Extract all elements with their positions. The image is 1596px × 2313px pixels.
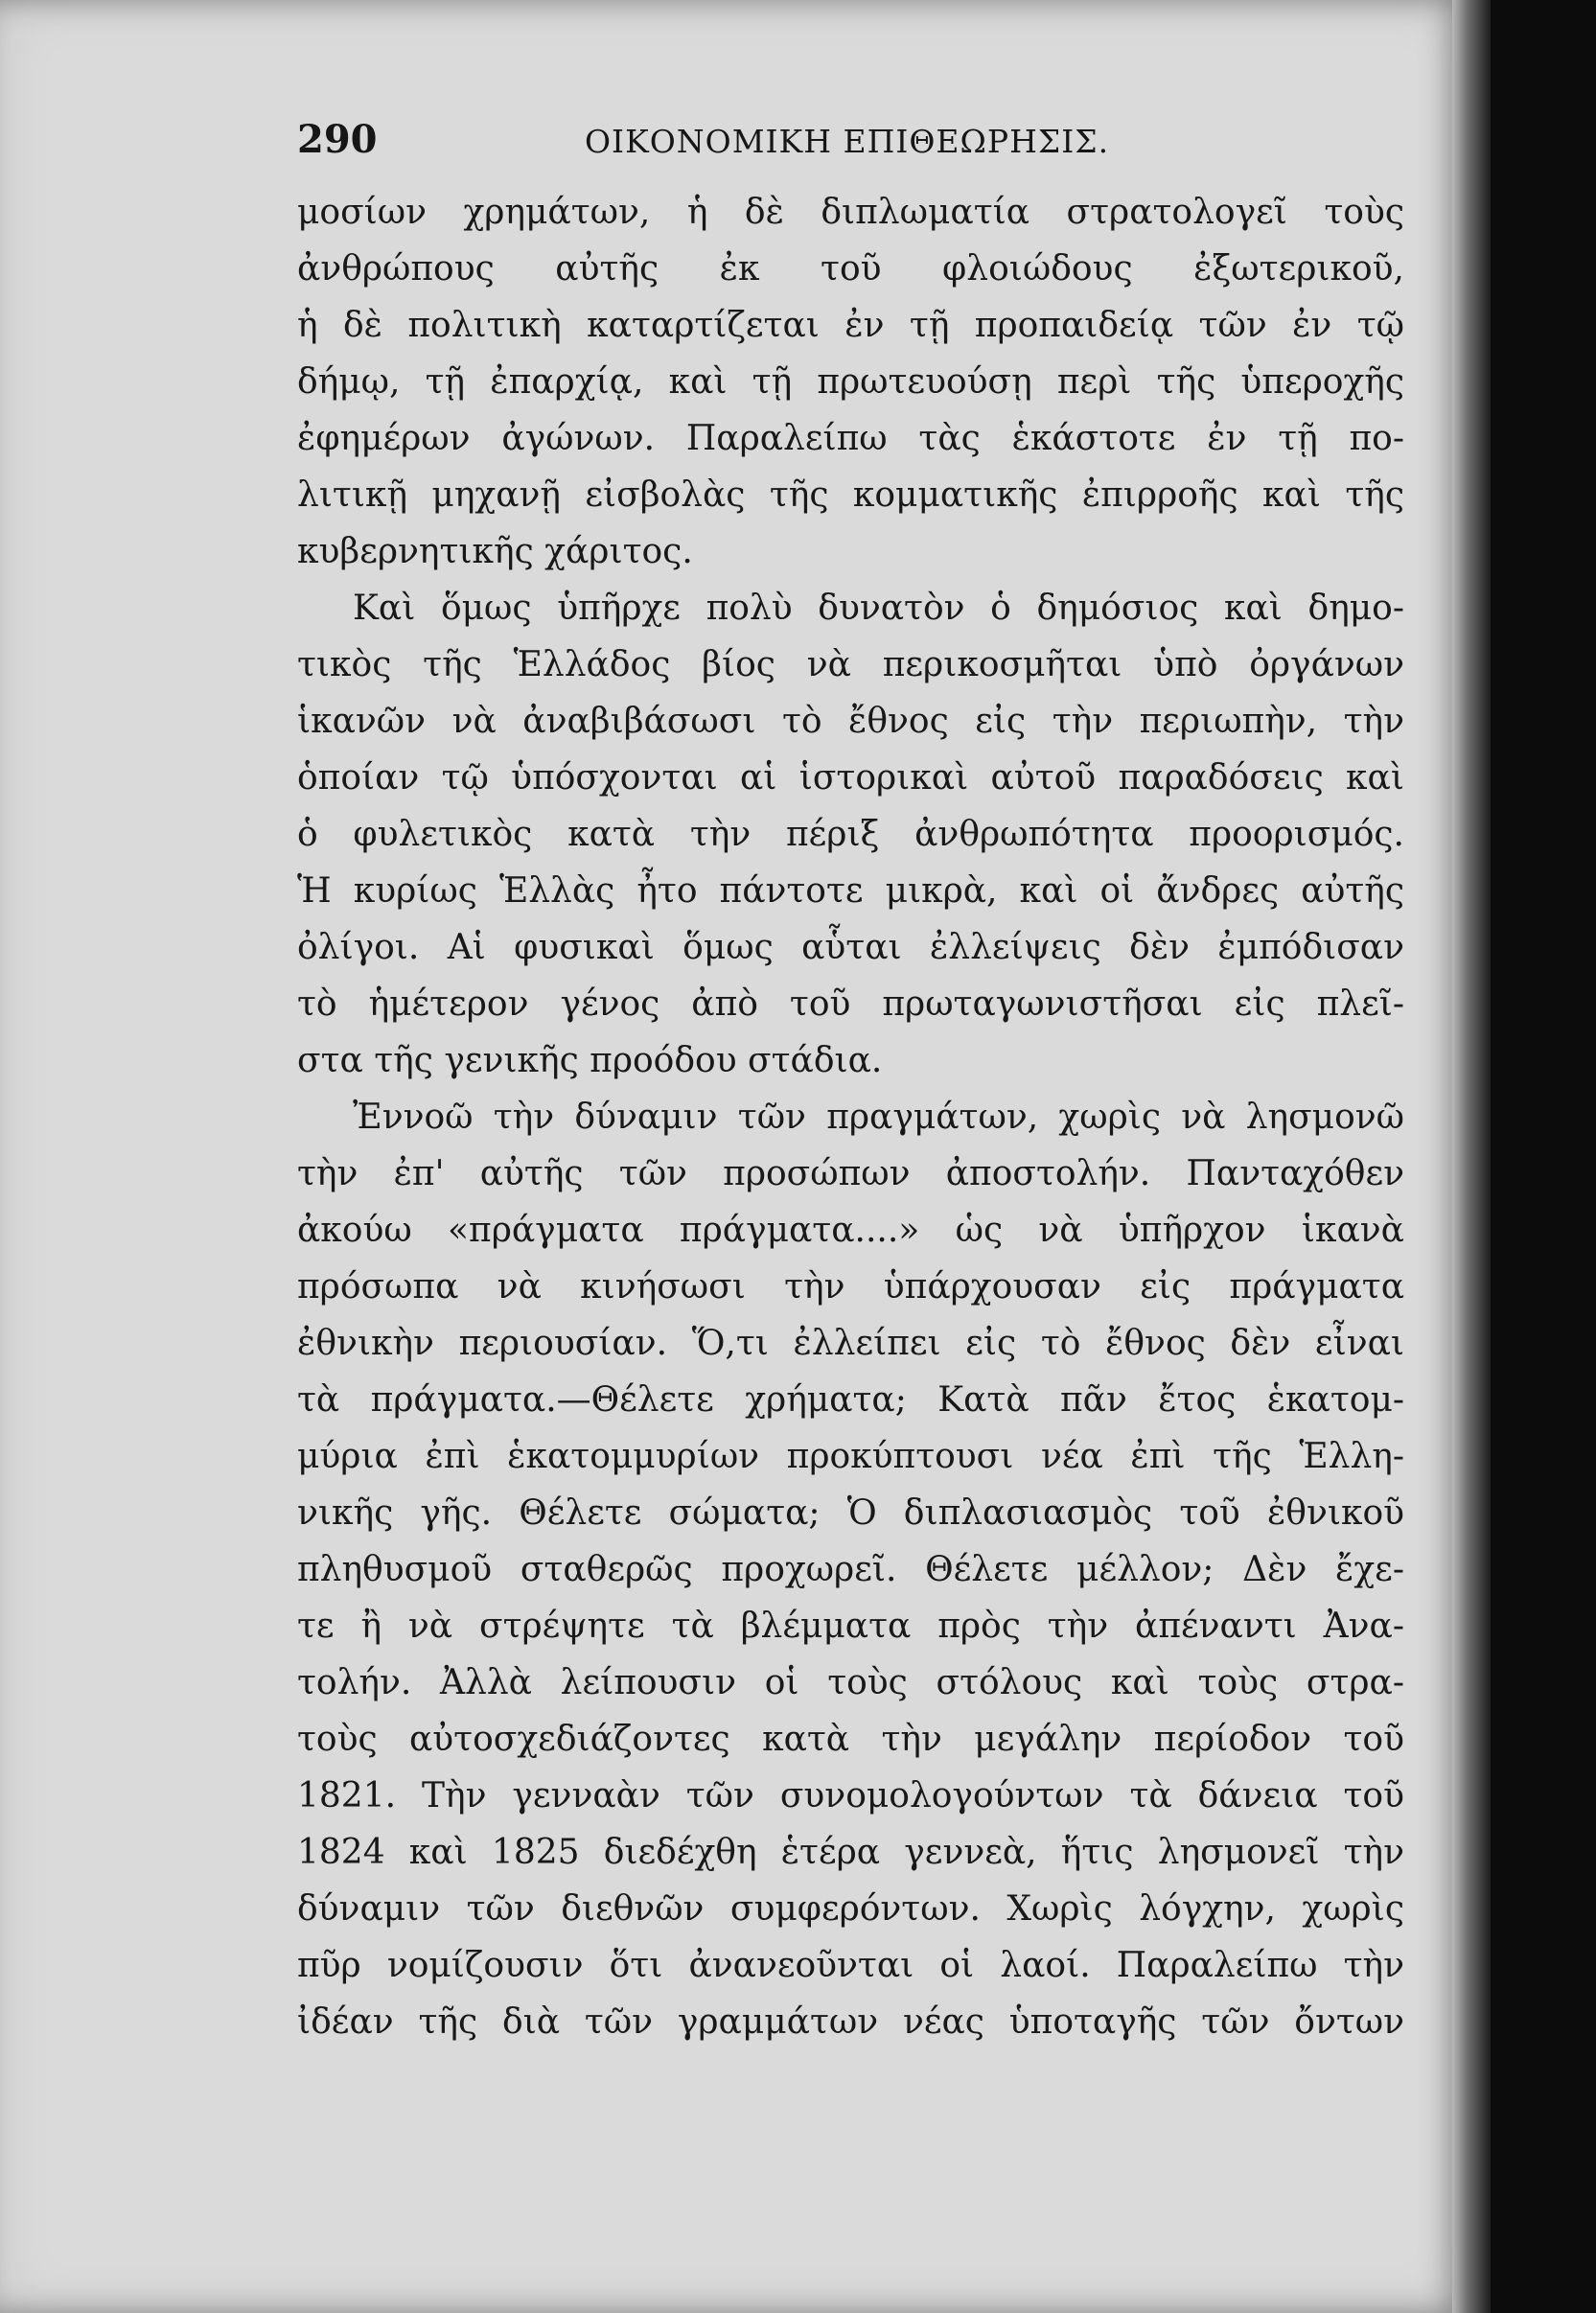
text-line: ἀκούω «πράγματα πράγματα....» ὡς νὰ ὑπῆρχον ἱκανὰ: [297, 1211, 1404, 1250]
text-line: ἱκανῶν νὰ ἀναβιβάσωσι τὸ ἔθνος εἰς τὴν περιωπὴν, τὴν: [297, 702, 1404, 741]
text-line: τὰ πράγματα.—Θέλετε χρήματα; Κατὰ πᾶν ἔτος ἑκατομ-: [297, 1380, 1404, 1420]
text-line: κυβερνητικῆς χάριτος.: [297, 532, 693, 571]
text-line: ὀλίγοι. Αἱ φυσικαὶ ὅμως αὗται ἐλλείψεις δὲν ἐμπόδισαν: [297, 928, 1404, 967]
text-line: ὁποίαν τῷ ὑπόσχονται αἱ ἱστορικαὶ αὐτοῦ παραδόσεις καὶ: [297, 758, 1404, 798]
text-line: λιτικῇ μηχανῇ εἰσβολὰς τῆς κομματικῆς ἐπιρροῆς καὶ τῆς: [297, 475, 1404, 515]
text-line: πρόσωπα νὰ κινήσωσι τὴν ὑπάρχουσαν εἰς πράγματα: [297, 1267, 1404, 1307]
page-header: [297, 117, 1112, 174]
page-edge-shadow: [1452, 0, 1491, 2313]
text-line: μύρια ἐπὶ ἑκατομμυρίων προκύπτουσι νέα ἐπὶ τῆς Ἑλλη-: [297, 1437, 1404, 1476]
text-line: ἐφημέρων ἀγώνων. Παραλείπω τὰς ἑκάστοτε ἐν τῇ πο-: [297, 419, 1404, 458]
running-title: ΟΙΚΟΝΟΜΙΚΗ ΕΠΙΘΕΩΡΗΣΙΣ.: [585, 123, 1110, 160]
body-text: [297, 184, 1404, 2050]
text-line: πληθυσμοῦ σταθερῶς προχωρεῖ. Θέλετε μέλλον; Δὲν ἔχε-: [297, 1550, 1404, 1589]
text-line: μοσίων χρημάτων, ἡ δὲ διπλωματία στρατολογεῖ τοὺς: [297, 193, 1404, 232]
text-line: πῦρ νομίζουσιν ὅτι ἀνανεοῦνται οἱ λαοί. Παραλείπω τὴν: [297, 1946, 1404, 1985]
text-line: ἐθνικὴν περιουσίαν. Ὅ,τι ἐλλείπει εἰς τὸ ἔθνος δὲν εἶναι: [297, 1324, 1404, 1363]
text-line: τοὺς αὐτοσχεδιάζοντες κατὰ τὴν μεγάλην περίοδον τοῦ: [297, 1720, 1404, 1759]
text-line: 1824 καὶ 1825 διεδέχθη ἑτέρα γεννεὰ, ἥτις λησμονεῖ τὴν: [297, 1833, 1404, 1872]
text-line: νικῆς γῆς. Θέλετε σώματα; Ὁ διπλασιασμὸς τοῦ ἐθνικοῦ: [297, 1493, 1404, 1533]
text-line: ὁ φυλετικὸς κατὰ τὴν πέριξ ἀνθρωπότητα προορισμός.: [297, 815, 1404, 854]
text-line: 1821. Τὴν γενναὰν τῶν συνομολογούντων τὰ δάνεια τοῦ: [297, 1776, 1404, 1816]
text-line: δύναμιν τῶν διεθνῶν συμφερόντων. Χωρὶς λόγχην, χωρὶς: [297, 1889, 1404, 1929]
text-line: τε ἢ νὰ στρέψητε τὰ βλέμματα πρὸς τὴν ἀπέναντι Ἀνα-: [297, 1607, 1404, 1646]
text-line: δήμῳ, τῇ ἐπαρχίᾳ, καὶ τῇ πρωτευούσῃ περὶ τῆς ὑπεροχῆς: [297, 362, 1404, 402]
text-line: Ἐννοῶ τὴν δύναμιν τῶν πραγμάτων, χωρὶς νὰ λησμονῶ: [353, 1098, 1404, 1137]
text-line: στα τῆς γενικῆς προόδου στάδια.: [297, 1041, 883, 1080]
text-line: ἡ δὲ πολιτικὴ καταρτίζεται ἐν τῇ προπαιδείᾳ τῶν ἐν τῷ: [297, 306, 1404, 345]
text-line: τολήν. Ἀλλὰ λείπουσιν οἱ τοὺς στόλους καὶ τοὺς στρα-: [297, 1663, 1404, 1702]
text-line: ἀνθρώπους αὐτῆς ἐκ τοῦ φλοιώδους ἐξωτερικοῦ,: [297, 249, 1404, 289]
text-line: τὴν ἐπ' αὐτῆς τῶν προσώπων ἀποστολήν. Πανταχόθεν: [297, 1154, 1404, 1193]
text-line: τὸ ἡμέτερον γένος ἀπὸ τοῦ πρωταγωνιστῆσαι εἰς πλεῖ-: [297, 984, 1404, 1024]
page-number: 290: [297, 117, 378, 162]
text-line: Καὶ ὅμως ὑπῆρχε πολὺ δυνατὸν ὁ δημόσιος καὶ δημο-: [353, 589, 1404, 628]
text-line: τικὸς τῆς Ἑλλάδος βίος νὰ περικοσμῆται ὑπὸ ὀργάνων: [297, 645, 1404, 684]
text-line: ἰδέαν τῆς διὰ τῶν γραμμάτων νέας ὑποταγῆς τῶν ὄντων: [297, 2002, 1404, 2042]
text-line: Ἡ κυρίως Ἑλλὰς ἦτο πάντοτε μικρὰ, καὶ οἱ ἄνδρες αὐτῆς: [297, 871, 1404, 911]
